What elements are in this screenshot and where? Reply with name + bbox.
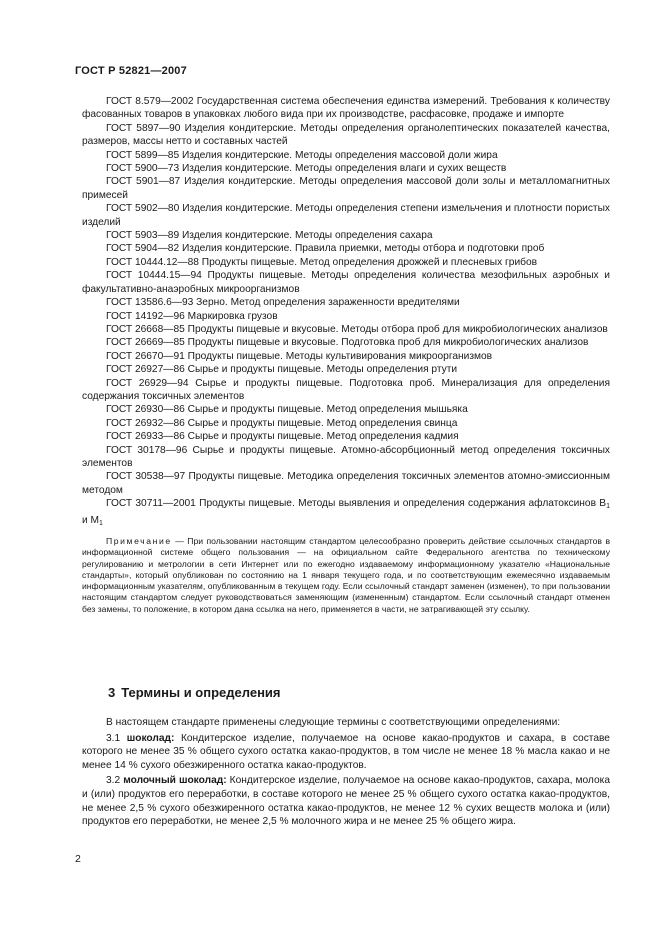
reference-code: ГОСТ 5899—85 — [106, 149, 180, 161]
reference-code: ГОСТ 5897—90 — [106, 122, 181, 134]
reference-code: ГОСТ 26668—85 — [106, 323, 185, 335]
reference-title: Изделия кондитерские. Правила приемки, методы отбора и подготовки проб — [181, 243, 545, 255]
reference-title: Маркировка грузов — [187, 310, 278, 322]
reference-code: ГОСТ 26669—85 — [106, 337, 185, 349]
term-definition — [82, 774, 610, 828]
reference-title: Изделия кондитерские. Методы определения массовой доли золы и металломагнитных примесей — [82, 176, 611, 201]
section-heading — [108, 685, 287, 700]
reference-item — [82, 470, 610, 497]
reference-code: ГОСТ 10444.12—88 — [106, 256, 199, 268]
reference-item — [82, 350, 610, 363]
reference-item — [82, 363, 610, 376]
note-text: — При пользовании настоящим стандартом целесообразно проверить действие ссылочных стандартов в информационной системе общего пользования — на официальном сайте Федерального агентства по техническому регулированию и метрологии в сети Интернет или по ежегодно издаваемому информационному указателю «Национальные стандарты», который опубликован по состоянию на 1 января текущего года, и по соответствующим ежемесячно издаваемым информационным указателям, опубликованным в текущем году. Если ссылочный стандарт заменен (изменен), то при пользовании настоящим стандартом следует руководствоваться заменяющим (измененным) стандартом. Если ссылочный стандарт отменен без замены, то положение, в котором дана ссылка на него, применяется в части, не затрагивающей эту ссылку. — [82, 536, 611, 614]
reference-title: Продукты пищевые и вкусовые. Методы отбора проб для микробиологических анализов — [187, 323, 608, 335]
reference-title-mid: и М — [82, 514, 100, 526]
subscript: 1 — [99, 519, 103, 527]
reference-item — [82, 323, 610, 336]
reference-title: Государственная система обеспечения единства измерений. Требования к количеству фасованных товаров в упаковках любого вида при их производстве, расфасовке, продаже и импорте — [82, 96, 610, 121]
reference-code: ГОСТ 26933—86 — [106, 431, 185, 443]
reference-code: ГОСТ 30538—97 — [106, 471, 186, 483]
reference-item — [82, 310, 610, 323]
reference-item — [82, 162, 610, 175]
reference-title: Зерно. Метод определения зараженности вредителями — [196, 297, 460, 309]
term-name: шоколад: — [126, 732, 175, 744]
reference-title: Продукты пищевые. Методы выявления и определения содержания афлатоксинов В — [199, 498, 607, 510]
reference-title: Изделия кондитерские. Методы определения влаги и сухих веществ — [181, 163, 507, 175]
reference-item — [82, 417, 610, 430]
reference-item — [82, 229, 610, 242]
reference-title: Изделия кондитерские. Методы определения органолептических показателей качества, размеров, массы нетто и составных частей — [82, 122, 610, 148]
term-text: Кондитерское изделие, получаемое на основе какао-продуктов, сахара, молока и (или) продуктов его переработки, в составе которого не менее 25 % общего сухого остатка какао-продуктов, не менее 2,5 % сухого обезжиренного остатка какао-продуктов, не менее 12 % сухих веществ молока и (или) продуктов его переработки, не менее 2,5 % молочного жира и не менее 25 % общего жира. — [82, 775, 610, 828]
reference-title: Сырье и продукты пищевые. Метод определения кадмия — [187, 431, 459, 443]
reference-title: Продукты пищевые. Методы определения количества мезофильных аэробных и факультативно-анаэробных микроорганизмов — [82, 270, 611, 295]
reference-item-aflatoxins — [82, 497, 610, 530]
page-number: 2 — [75, 853, 81, 865]
reference-item — [82, 256, 610, 269]
reference-code: ГОСТ 5904—82 — [106, 243, 180, 255]
reference-title: Продукты пищевые. Методы культивирования микроорганизмов — [187, 350, 493, 362]
reference-title: Продукты пищевые и вкусовые. Подготовка проб для микробиологических анализов — [187, 337, 589, 349]
term-number: 3.1 — [106, 732, 121, 744]
reference-code: ГОСТ 13586.6—93 — [106, 297, 194, 309]
reference-item — [82, 269, 610, 296]
reference-item — [82, 403, 610, 416]
reference-title: Сырье и продукты пищевые. Метод определения мышьяка — [187, 404, 468, 416]
document-header: ГОСТ Р 52821—2007 — [75, 65, 187, 77]
term-definition — [82, 732, 610, 773]
reference-code: ГОСТ 26929—94 — [106, 377, 189, 389]
reference-title: Сырье и продукты пищевые. Методы определения ртути — [187, 364, 458, 376]
normative-references-list — [82, 95, 610, 615]
reference-title: Сырье и продукты пищевые. Метод определения свинца — [187, 417, 458, 429]
reference-title: Продукты пищевые. Метод определения дрожжей и плесневых грибов — [201, 256, 538, 268]
reference-title: Сырье и продукты пищевые. Атомно-абсорбционный метод определения токсичных элементов — [82, 444, 610, 469]
reference-code: ГОСТ 8.579—2002 — [106, 96, 194, 107]
term-number: 3.2 — [106, 775, 121, 787]
reference-code: ГОСТ 5902—80 — [106, 203, 180, 215]
reference-code: ГОСТ 14192—96 — [106, 310, 185, 322]
reference-item — [82, 122, 610, 149]
reference-code: ГОСТ 26932—86 — [106, 417, 185, 429]
reference-title: Изделия кондитерские. Методы определения сахара — [181, 230, 433, 242]
reference-code: ГОСТ 5903—89 — [106, 230, 180, 242]
note-paragraph — [82, 536, 610, 615]
reference-code: ГОСТ 30711—2001 — [106, 498, 196, 510]
subscript: 1 — [606, 503, 610, 511]
reference-title: Изделия кондитерские. Методы определения степени измельчения и плотности пористых изделий — [82, 203, 610, 228]
section-body — [82, 716, 610, 831]
reference-code: ГОСТ 10444.15—94 — [106, 270, 202, 282]
section-title: Термины и определения — [121, 685, 281, 700]
reference-code: ГОСТ 26670—91 — [106, 350, 185, 362]
reference-item — [82, 242, 610, 255]
reference-title: Продукты пищевые. Методика определения токсичных элементов атомно-эмиссионным методом — [82, 471, 610, 496]
reference-item — [82, 95, 610, 122]
reference-code: ГОСТ 26930—86 — [106, 404, 185, 416]
reference-item — [82, 444, 610, 471]
reference-item — [82, 202, 610, 229]
reference-code: ГОСТ 30178—96 — [106, 444, 188, 456]
reference-title: Сырье и продукты пищевые. Подготовка проб. Минерализация для определения содержания токсичных элементов — [82, 377, 610, 402]
reference-code: ГОСТ 5901—87 — [106, 176, 181, 188]
reference-code: ГОСТ 5900—73 — [106, 163, 180, 175]
term-text: Кондитерское изделие, получаемое на основе какао-продуктов и сахара, в составе которого не менее 35 % общего сухого остатка какао-продуктов, в том числе не менее 18 % масла какао и не менее 14 % сухого обезжиренного остатка какао-продуктов. — [82, 732, 610, 771]
term-name: молочный шоколад: — [123, 775, 227, 787]
reference-item — [82, 149, 610, 162]
note-label: Примечание — [106, 536, 172, 546]
reference-code: ГОСТ 26927—86 — [106, 364, 185, 376]
reference-item — [82, 377, 610, 404]
reference-item — [82, 336, 610, 349]
section-intro: В настоящем стандарте применены следующие термины с соответствующими определениями: — [106, 717, 561, 728]
reference-item — [82, 430, 610, 443]
reference-item — [82, 296, 610, 309]
reference-item — [82, 175, 610, 202]
section-number: 3 — [108, 685, 116, 700]
reference-title: Изделия кондитерские. Методы определения массовой доли жира — [181, 149, 498, 161]
